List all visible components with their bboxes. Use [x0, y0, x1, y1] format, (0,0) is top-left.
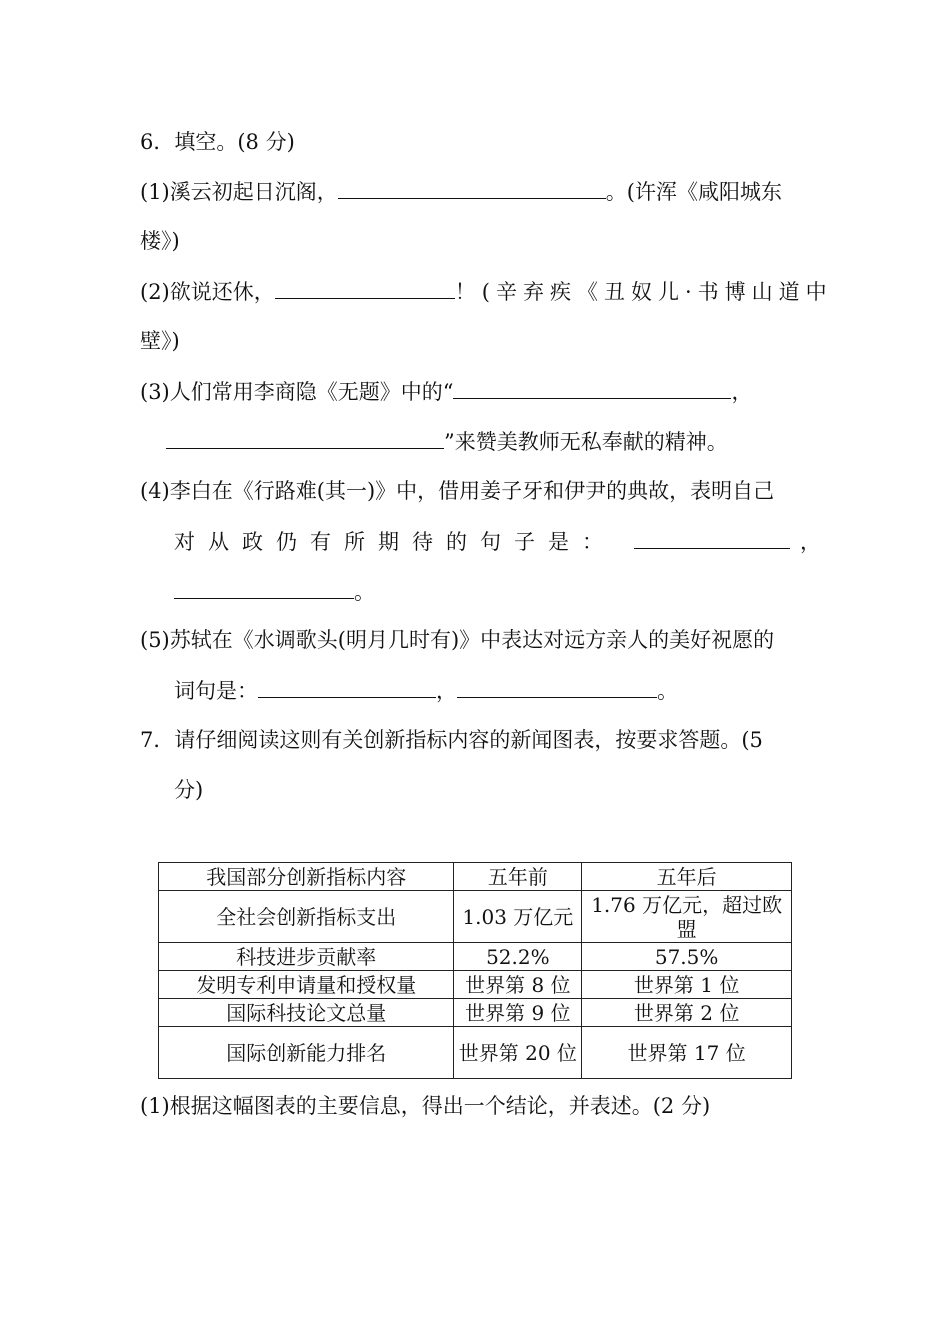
table-cell: 1.03 万亿元: [454, 891, 582, 943]
q6-item-4-cont: [174, 526, 821, 557]
q6-item-5-end: 。: [657, 679, 678, 703]
q6-item-5-comma: ，: [436, 679, 457, 703]
q6-item-1-cont: 楼》): [140, 229, 180, 253]
table-row: [159, 999, 792, 1027]
table-cell: 52.2%: [454, 943, 582, 971]
q6-item-5-prompt: 词句是：: [174, 679, 258, 703]
table-cell: 1.76 万亿元，超过欧盟: [582, 891, 792, 943]
q6-item-5-cont: [174, 675, 678, 706]
table-header-cell: 五年后: [582, 863, 792, 891]
q6-item-4: (4)李白在《行路难(其一)》中，借用姜子牙和伊尹的典故，表明自己: [140, 479, 775, 503]
q6-item-2-cont: 壁》): [140, 329, 180, 353]
q7-sub-question-1: (1)根据这幅图表的主要信息，得出一个结论，并表述。(2 分): [140, 1094, 711, 1118]
table-cell: 世界第 8 位: [454, 971, 582, 999]
table-cell: 国际创新能力排名: [159, 1027, 454, 1079]
q6-item-5: (5)苏轼在《水调歌头(明月几时有)》中表达对远方亲人的美好祝愿的: [140, 628, 775, 652]
answer-blank-1[interactable]: [338, 176, 606, 199]
q6-item-3-lead: (3)人们常用李商隐《无题》中的“: [140, 380, 454, 404]
table-cell: 全社会创新指标支出: [159, 891, 454, 943]
table-header-cell: 五年前: [454, 863, 582, 891]
table-cell: 世界第 9 位: [454, 999, 582, 1027]
q6-item-4-comma: ，: [800, 530, 821, 554]
table-cell: 科技进步贡献率: [159, 943, 454, 971]
table-cell: 57.5%: [582, 943, 792, 971]
answer-blank-4b[interactable]: [174, 576, 354, 599]
answer-blank-3a[interactable]: [453, 376, 731, 399]
table-header-cell: 我国部分创新指标内容: [159, 863, 454, 891]
table-row: [159, 1027, 792, 1079]
answer-blank-2[interactable]: [275, 276, 455, 299]
q6-item-4-prompt: 对从政仍有所期待的句子是：: [174, 530, 616, 554]
question-7-heading: 7．请仔细阅读这则有关创新指标内容的新闻图表，按要求答题。(5: [140, 728, 763, 752]
q6-item-3-tail: ，: [731, 380, 753, 404]
table-cell: 世界第 1 位: [582, 971, 792, 999]
question-7-heading-cont: 分): [174, 778, 204, 802]
table-header-row: [159, 863, 792, 891]
q6-item-2: [140, 276, 833, 307]
table-row: [159, 891, 792, 943]
innovation-indicators-table: [158, 862, 792, 1079]
table-cell: 发明专利申请量和授权量: [159, 971, 454, 999]
q6-item-3-cont: [166, 426, 728, 457]
table-cell: 世界第 17 位: [582, 1027, 792, 1079]
table-cell: 国际科技论文总量: [159, 999, 454, 1027]
q6-item-1-tail: 。(许浑《咸阳城东: [605, 180, 782, 204]
q6-item-2-tail: ！(辛弃疾《丑奴儿·书博山道中: [454, 280, 833, 304]
q6-item-1-lead: (1)溪云初起日沉阁，: [140, 180, 338, 204]
table-row: [159, 943, 792, 971]
table-cell: 世界第 20 位: [454, 1027, 582, 1079]
answer-blank-5b[interactable]: [457, 675, 657, 698]
answer-blank-3b[interactable]: [166, 426, 444, 449]
question-6-heading: 6．填空。(8 分): [140, 130, 295, 154]
q6-item-1: [140, 176, 782, 207]
q6-item-4-cont2: [174, 576, 375, 607]
answer-blank-4a[interactable]: [634, 526, 790, 549]
q6-item-3-cont-tail: ”来赞美教师无私奉献的精神。: [444, 430, 728, 454]
answer-blank-5a[interactable]: [258, 675, 436, 698]
q6-item-4-end: 。: [354, 580, 375, 604]
table-cell: 世界第 2 位: [582, 999, 792, 1027]
table-row: [159, 971, 792, 999]
q6-item-2-lead: (2)欲说还休，: [140, 280, 275, 304]
q6-item-3: [140, 376, 752, 407]
